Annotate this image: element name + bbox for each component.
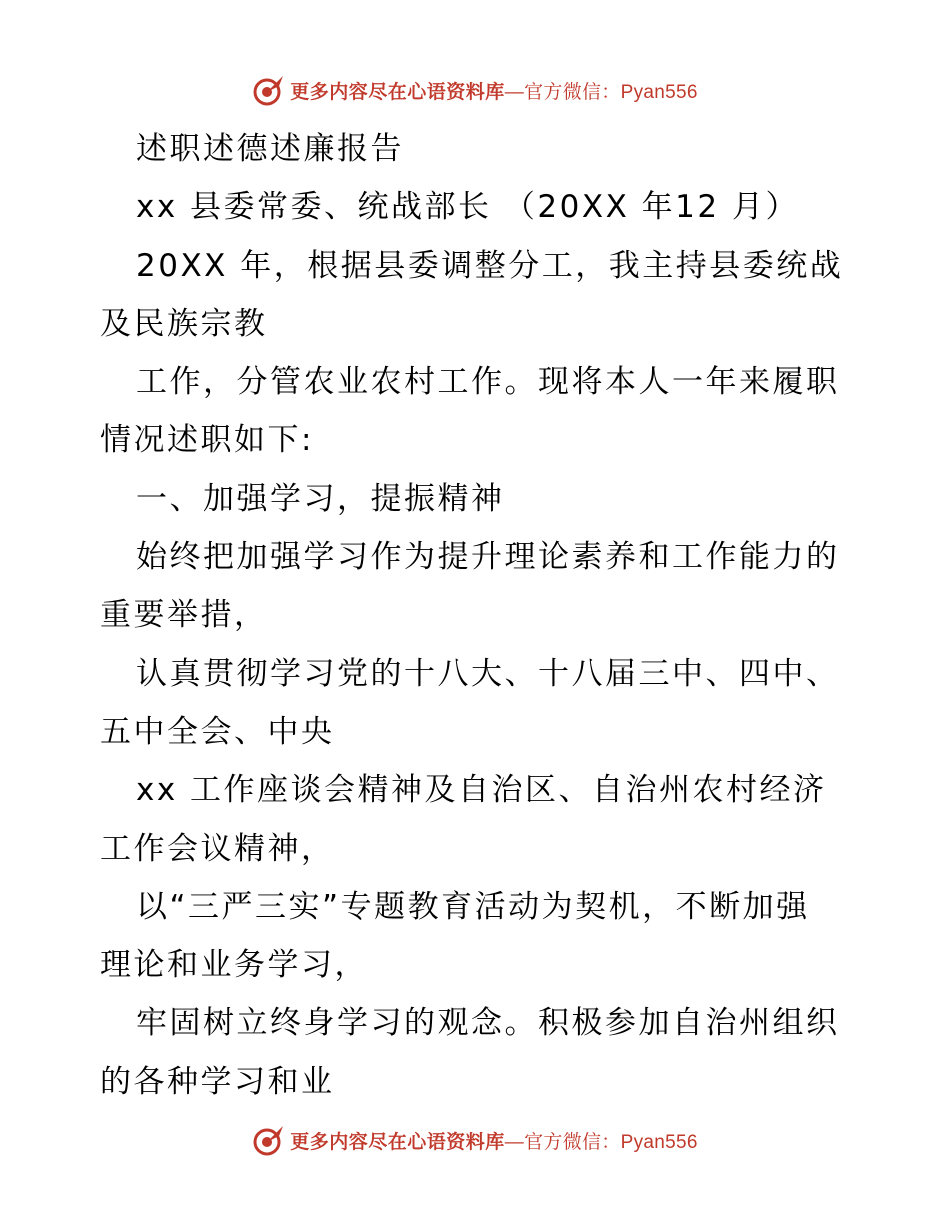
footer-banner xyxy=(0,1120,950,1160)
text-line: 五中全会、中央 xyxy=(100,713,335,750)
text-line: 认真贯彻学习党的十八大、十八届三中、四中、 xyxy=(136,655,840,692)
quill-logo-icon xyxy=(252,1123,286,1157)
banner-contact: —官方微信：Pyan556 xyxy=(504,1131,698,1153)
text-line: xx 工作座谈会精神及自治区、自治州农村经济 xyxy=(136,772,827,809)
text-line: 述职述德述廉报告 xyxy=(136,131,404,167)
banner-text: 更多内容尽在心语资料库 xyxy=(290,1130,505,1153)
text-line: 工作，分管农业农村工作。现将本人一年来履职 xyxy=(136,364,840,401)
text-line: xx 县委常委、统战部长 （20XX 年12 月） xyxy=(136,189,799,226)
text-line: 的各种学习和业 xyxy=(100,1063,335,1100)
banner-contact: —官方微信：Pyan556 xyxy=(504,81,698,103)
quill-logo-icon xyxy=(252,73,286,107)
text-line: 重要举措， xyxy=(100,597,268,634)
text-line: 情况述职如下: xyxy=(100,422,314,459)
text-line: 工作会议精神， xyxy=(100,830,335,867)
text-line: 及民族宗教 xyxy=(100,305,268,342)
text-line: 牢固树立终身学习的观念。积极参加自治州组织 xyxy=(136,1005,840,1042)
text-line: 以“三严三实”专题教育活动为契机，不断加强 xyxy=(136,888,810,925)
banner-text: 更多内容尽在心语资料库 xyxy=(290,80,505,103)
document-body xyxy=(100,120,860,1111)
text-line: 20XX 年，根据县委调整分工，我主持县委统战 xyxy=(136,247,844,284)
text-line: 始终把加强学习作为提升理论素养和工作能力的 xyxy=(136,539,840,576)
header-banner xyxy=(0,70,950,110)
text-line: 理论和业务学习， xyxy=(100,947,368,984)
text-line: 一、加强学习，提振精神 xyxy=(136,480,505,517)
